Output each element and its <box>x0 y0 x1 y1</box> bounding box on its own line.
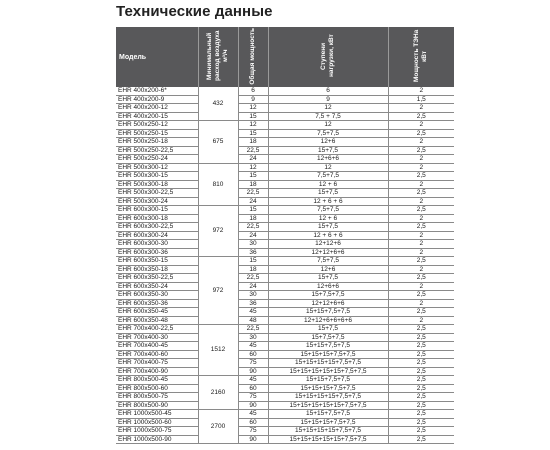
table-row <box>116 342 454 351</box>
cell-model: EHR 600x350-45 <box>116 308 198 317</box>
cell-model: EHR 700x400-30 <box>116 333 198 342</box>
cell-total-power: 15 <box>238 129 268 138</box>
cell-steps: 15+15+15+15+7,5+7,5 <box>268 393 388 402</box>
cell-steps: 15+15+7,5+7,5 <box>268 342 388 351</box>
cell-model: EHR 500x250-15 <box>116 129 198 138</box>
cell-model: EHR 600x350-15 <box>116 257 198 266</box>
table-row <box>116 291 454 300</box>
table-row <box>116 265 454 274</box>
table-row <box>116 180 454 189</box>
cell-total-power: 24 <box>238 155 268 164</box>
table-row <box>116 87 454 95</box>
header-tena: Мощность ТЭНа кВт <box>388 27 454 87</box>
cell-tena: 2 <box>388 214 454 223</box>
cell-tena: 2,5 <box>388 325 454 334</box>
table-row <box>116 325 454 334</box>
cell-steps: 12+6+6 <box>268 155 388 164</box>
cell-tena: 2 <box>388 265 454 274</box>
cell-total-power: 30 <box>238 333 268 342</box>
cell-steps: 7,5+7,5 <box>268 257 388 266</box>
header-flow: Минимальный расход воздуха м³/ч <box>198 27 238 87</box>
cell-model: EHR 600x350-22,5 <box>116 274 198 283</box>
table-row <box>116 197 454 206</box>
cell-steps: 7,5+7,5 <box>268 172 388 181</box>
cell-steps: 12+6+6 <box>268 282 388 291</box>
cell-model: EHR 500x300-18 <box>116 180 198 189</box>
table-row <box>116 223 454 232</box>
cell-tena: 2,5 <box>388 206 454 215</box>
cell-total-power: 9 <box>238 95 268 104</box>
cell-model: EHR 700x400-60 <box>116 350 198 359</box>
cell-steps: 15+7,5 <box>268 325 388 334</box>
cell-model: EHR 600x300-30 <box>116 240 198 249</box>
cell-model: EHR 400x200-12 <box>116 104 198 113</box>
cell-steps: 15+7,5 <box>268 189 388 198</box>
cell-steps: 12+12+6+6+6+6 <box>268 316 388 325</box>
cell-tena: 2,5 <box>388 350 454 359</box>
cell-total-power: 90 <box>238 435 268 444</box>
cell-steps: 7,5 + 7,5 <box>268 112 388 121</box>
cell-steps: 7,5+7,5 <box>268 206 388 215</box>
cell-model: EHR 700x400-75 <box>116 359 198 368</box>
cell-model: EHR 600x300-22,5 <box>116 223 198 232</box>
cell-model: EHR 600x300-24 <box>116 231 198 240</box>
cell-total-power: 75 <box>238 359 268 368</box>
table-row <box>116 240 454 249</box>
cell-tena: 2,5 <box>388 274 454 283</box>
cell-steps: 15+7,5 <box>268 274 388 283</box>
cell-steps: 15+15+15+15+15+7,5+7,5 <box>268 367 388 376</box>
cell-steps: 9 <box>268 95 388 104</box>
cell-total-power: 12 <box>238 121 268 130</box>
cell-total-power: 15 <box>238 257 268 266</box>
cell-total-power: 22,5 <box>238 325 268 334</box>
cell-model: EHR 500x300-15 <box>116 172 198 181</box>
table-row <box>116 129 454 138</box>
cell-steps: 12+6 <box>268 138 388 147</box>
cell-model: EHR 600x350-30 <box>116 291 198 300</box>
cell-flow: 432 <box>198 87 238 121</box>
cell-total-power: 12 <box>238 163 268 172</box>
cell-flow: 675 <box>198 121 238 164</box>
table-row <box>116 248 454 257</box>
cell-model: EHR 400x200-6* <box>116 87 198 95</box>
cell-steps: 15+7,5 <box>268 223 388 232</box>
cell-steps: 15+15+15+15+15+7,5+7,5 <box>268 435 388 444</box>
table-row <box>116 189 454 198</box>
table-row <box>116 427 454 436</box>
cell-total-power: 12 <box>238 104 268 113</box>
cell-total-power: 90 <box>238 367 268 376</box>
cell-tena: 2,5 <box>388 418 454 427</box>
cell-total-power: 15 <box>238 112 268 121</box>
cell-tena: 2,5 <box>388 427 454 436</box>
cell-steps: 12 <box>268 104 388 113</box>
specifications-table <box>116 27 454 444</box>
cell-tena: 1,5 <box>388 95 454 104</box>
cell-total-power: 22,5 <box>238 189 268 198</box>
table-row <box>116 257 454 266</box>
cell-model: EHR 800x500-60 <box>116 384 198 393</box>
table-row <box>116 104 454 113</box>
cell-tena: 2 <box>388 316 454 325</box>
cell-total-power: 18 <box>238 180 268 189</box>
cell-model: EHR 1000x500-75 <box>116 427 198 436</box>
page-title: Технические данные <box>116 3 273 20</box>
cell-total-power: 45 <box>238 308 268 317</box>
cell-total-power: 90 <box>238 401 268 410</box>
table-row <box>116 214 454 223</box>
cell-tena: 2 <box>388 231 454 240</box>
cell-steps: 12+12+6+6 <box>268 248 388 257</box>
cell-flow: 972 <box>198 257 238 325</box>
table-row <box>116 308 454 317</box>
cell-steps: 15+7,5+7,5 <box>268 291 388 300</box>
cell-steps: 7,5+7,5 <box>268 129 388 138</box>
cell-steps: 15+15+15+7,5+7,5 <box>268 350 388 359</box>
cell-steps: 12 <box>268 163 388 172</box>
cell-total-power: 22,5 <box>238 146 268 155</box>
cell-model: EHR 600x350-18 <box>116 265 198 274</box>
cell-tena: 2,5 <box>388 384 454 393</box>
cell-total-power: 22,5 <box>238 223 268 232</box>
table-row <box>116 376 454 385</box>
cell-tena: 2 <box>388 299 454 308</box>
cell-total-power: 18 <box>238 265 268 274</box>
cell-flow: 2160 <box>198 376 238 410</box>
cell-tena: 2 <box>388 240 454 249</box>
cell-model: EHR 500x300-24 <box>116 197 198 206</box>
cell-flow: 972 <box>198 206 238 257</box>
table-row <box>116 282 454 291</box>
table-row <box>116 316 454 325</box>
cell-total-power: 75 <box>238 427 268 436</box>
cell-steps: 15+15+7,5+7,5 <box>268 308 388 317</box>
cell-steps: 12+12+6 <box>268 240 388 249</box>
cell-tena: 2,5 <box>388 129 454 138</box>
cell-model: EHR 600x300-15 <box>116 206 198 215</box>
cell-model: EHR 800x500-75 <box>116 393 198 402</box>
table-row <box>116 393 454 402</box>
cell-steps: 15+15+15+15+15+7,5+7,5 <box>268 401 388 410</box>
table-row <box>116 367 454 376</box>
cell-model: EHR 800x500-45 <box>116 376 198 385</box>
cell-tena: 2,5 <box>388 257 454 266</box>
cell-steps: 15+7,5 <box>268 146 388 155</box>
table-row <box>116 435 454 444</box>
cell-steps: 15+7,5+7,5 <box>268 333 388 342</box>
table-row <box>116 231 454 240</box>
cell-total-power: 36 <box>238 248 268 257</box>
cell-total-power: 45 <box>238 410 268 419</box>
cell-flow: 810 <box>198 163 238 206</box>
table-row <box>116 138 454 147</box>
cell-model: EHR 600x300-18 <box>116 214 198 223</box>
cell-tena: 2,5 <box>388 146 454 155</box>
table-row <box>116 359 454 368</box>
cell-tena: 2 <box>388 121 454 130</box>
cell-model: EHR 600x350-36 <box>116 299 198 308</box>
header-total-power: Общая мощность <box>238 27 268 87</box>
cell-model: EHR 500x300-12 <box>116 163 198 172</box>
cell-tena: 2 <box>388 248 454 257</box>
cell-model: EHR 600x350-24 <box>116 282 198 291</box>
table-row <box>116 401 454 410</box>
cell-tena: 2,5 <box>388 376 454 385</box>
cell-tena: 2 <box>388 163 454 172</box>
cell-steps: 12 + 6 + 6 <box>268 231 388 240</box>
cell-steps: 15+15+7,5+7,5 <box>268 376 388 385</box>
table-row <box>116 146 454 155</box>
cell-model: EHR 700x400-90 <box>116 367 198 376</box>
cell-steps: 15+15+15+7,5+7,5 <box>268 384 388 393</box>
cell-total-power: 24 <box>238 282 268 291</box>
cell-total-power: 24 <box>238 197 268 206</box>
cell-tena: 2,5 <box>388 342 454 351</box>
cell-tena: 2 <box>388 138 454 147</box>
table-header-row <box>116 27 454 87</box>
cell-total-power: 15 <box>238 206 268 215</box>
cell-tena: 2,5 <box>388 401 454 410</box>
cell-tena: 2,5 <box>388 112 454 121</box>
cell-total-power: 6 <box>238 87 268 95</box>
table-row <box>116 299 454 308</box>
cell-tena: 2,5 <box>388 189 454 198</box>
table-row <box>116 384 454 393</box>
cell-tena: 2,5 <box>388 223 454 232</box>
cell-model: EHR 800x500-90 <box>116 401 198 410</box>
cell-model: EHR 500x250-12 <box>116 121 198 130</box>
cell-flow: 2700 <box>198 410 238 444</box>
table-row <box>116 155 454 164</box>
cell-tena: 2,5 <box>388 359 454 368</box>
cell-steps: 12 + 6 <box>268 180 388 189</box>
cell-total-power: 18 <box>238 214 268 223</box>
cell-total-power: 60 <box>238 418 268 427</box>
cell-tena: 2 <box>388 197 454 206</box>
cell-steps: 15+15+15+7,5+7,5 <box>268 418 388 427</box>
cell-steps: 12 + 6 + 6 <box>268 197 388 206</box>
cell-model: EHR 600x300-36 <box>116 248 198 257</box>
table-row <box>116 418 454 427</box>
table-row <box>116 274 454 283</box>
cell-tena: 2 <box>388 104 454 113</box>
cell-total-power: 15 <box>238 172 268 181</box>
cell-total-power: 75 <box>238 393 268 402</box>
cell-model: EHR 500x300-22,5 <box>116 189 198 198</box>
cell-model: EHR 500x250-22,5 <box>116 146 198 155</box>
cell-model: EHR 400x200-9 <box>116 95 198 104</box>
cell-tena: 2 <box>388 180 454 189</box>
cell-tena: 2 <box>388 155 454 164</box>
cell-steps: 15+15+15+15+7,5+7,5 <box>268 427 388 436</box>
cell-steps: 12 <box>268 121 388 130</box>
cell-total-power: 60 <box>238 384 268 393</box>
table-row <box>116 172 454 181</box>
cell-steps: 12 + 6 <box>268 214 388 223</box>
cell-total-power: 30 <box>238 240 268 249</box>
cell-steps: 12+6 <box>268 265 388 274</box>
cell-total-power: 48 <box>238 316 268 325</box>
cell-tena: 2,5 <box>388 435 454 444</box>
header-steps: Ступени нагрузки, кВт <box>268 27 388 87</box>
cell-total-power: 30 <box>238 291 268 300</box>
cell-model: EHR 1000x500-60 <box>116 418 198 427</box>
table-row <box>116 163 454 172</box>
cell-total-power: 45 <box>238 376 268 385</box>
cell-tena: 2 <box>388 87 454 95</box>
table-row <box>116 410 454 419</box>
cell-model: EHR 500x250-18 <box>116 138 198 147</box>
cell-model: EHR 700x400-45 <box>116 342 198 351</box>
cell-total-power: 60 <box>238 350 268 359</box>
table-row <box>116 95 454 104</box>
cell-tena: 2,5 <box>388 308 454 317</box>
cell-total-power: 36 <box>238 299 268 308</box>
cell-model: EHR 500x250-24 <box>116 155 198 164</box>
cell-steps: 15+15+7,5+7,5 <box>268 410 388 419</box>
cell-total-power: 24 <box>238 231 268 240</box>
cell-model: EHR 700x400-22,5 <box>116 325 198 334</box>
table-row <box>116 350 454 359</box>
cell-steps: 12+12+6+6 <box>268 299 388 308</box>
cell-tena: 2 <box>388 282 454 291</box>
cell-model: EHR 600x350-48 <box>116 316 198 325</box>
cell-total-power: 22,5 <box>238 274 268 283</box>
table-row <box>116 333 454 342</box>
table-body <box>116 87 454 444</box>
table-row <box>116 121 454 130</box>
table-row <box>116 112 454 121</box>
table-row <box>116 206 454 215</box>
cell-flow: 1512 <box>198 325 238 376</box>
cell-model: EHR 1000x500-45 <box>116 410 198 419</box>
cell-steps: 6 <box>268 87 388 95</box>
cell-tena: 2,5 <box>388 291 454 300</box>
cell-total-power: 45 <box>238 342 268 351</box>
cell-tena: 2,5 <box>388 333 454 342</box>
cell-tena: 2,5 <box>388 172 454 181</box>
cell-total-power: 18 <box>238 138 268 147</box>
cell-steps: 15+15+15+15+7,5+7,5 <box>268 359 388 368</box>
cell-model: EHR 400x200-15 <box>116 112 198 121</box>
header-model: Модель <box>116 27 198 87</box>
cell-tena: 2,5 <box>388 410 454 419</box>
cell-model: EHR 1000x500-90 <box>116 435 198 444</box>
cell-tena: 2,5 <box>388 367 454 376</box>
cell-tena: 2,5 <box>388 393 454 402</box>
